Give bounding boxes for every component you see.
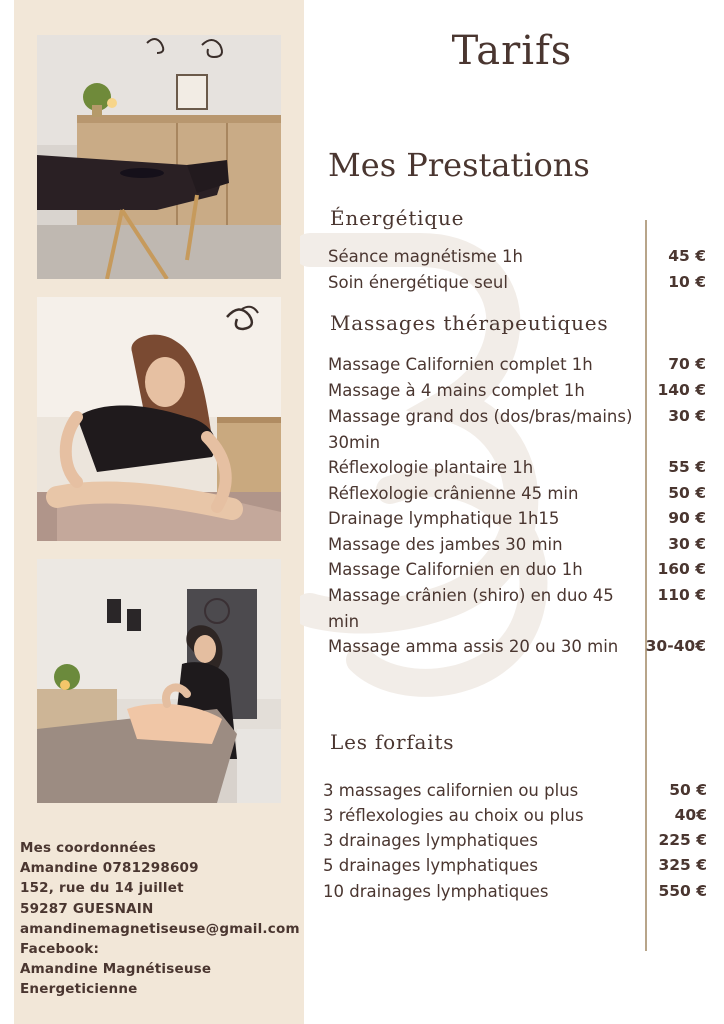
photo-leg-massage — [37, 297, 281, 541]
price: 110 € — [657, 586, 706, 604]
list-item: Soin énergétique seul 10 € — [328, 270, 706, 296]
contact-city: 59287 GUESNAIN — [20, 900, 154, 917]
price: 140 € — [657, 381, 706, 399]
contact-street: 152, rue du 14 juillet — [20, 880, 184, 897]
contact-block — [20, 838, 310, 1000]
contact-facebook-name-2[interactable]: Energeticienne — [20, 981, 138, 998]
contact-name-phone: Amandine 0781298609 — [20, 860, 199, 877]
list-item: 10 drainages lymphatiques 550 € — [323, 879, 707, 905]
photo-massage-room — [37, 35, 281, 279]
section-title: Mes Prestations — [328, 146, 590, 184]
price: 325 € — [658, 856, 707, 874]
list-item: 3 massages californien ou plus 50 € — [323, 778, 707, 804]
list-item: Massage des jambes 30 min 30 € — [328, 532, 706, 558]
list-item: Massage crânien (shiro) en duo 45 min 110 € — [328, 583, 706, 635]
category-title-forfaits: Les forfaits — [330, 730, 455, 754]
contact-facebook-name[interactable]: Amandine Magnétiseuse — [20, 961, 212, 978]
page-title: Tarifs — [451, 28, 573, 74]
list-item: Séance magnétisme 1h 45 € — [328, 244, 706, 270]
price: 225 € — [658, 831, 707, 849]
price: 30-40€ — [645, 637, 706, 655]
category-title-massages: Massages thérapeutiques — [330, 311, 609, 335]
list-item: 3 réflexologies au choix ou plus 40€ — [323, 803, 707, 829]
price: 90 € — [668, 509, 706, 527]
price: 50 € — [668, 484, 706, 502]
list-item: Drainage lymphatique 1h15 90 € — [328, 506, 706, 532]
list-item: Massage Californien complet 1h 70 € — [328, 352, 706, 378]
list-item: Massage amma assis 20 ou 30 min 30-40€ — [328, 634, 706, 660]
photo-back-massage — [37, 559, 281, 803]
price: 40€ — [674, 806, 707, 824]
list-item: 5 drainages lymphatiques 325 € — [323, 853, 707, 879]
contact-email[interactable]: amandinemagnetiseuse@gmail.com — [20, 920, 300, 937]
list-item: Massage Californien en duo 1h 160 € — [328, 557, 706, 583]
list-item: Réflexologie plantaire 1h 55 € — [328, 455, 706, 481]
list-item: 3 drainages lymphatiques 225 € — [323, 828, 707, 854]
price: 55 € — [668, 458, 706, 476]
price: 160 € — [657, 560, 706, 578]
price: 50 € — [669, 781, 707, 799]
list-item: Réflexologie crânienne 45 min 50 € — [328, 481, 706, 507]
list-item: Massage grand dos (dos/bras/mains) 30min 30 € — [328, 404, 706, 456]
price: 10 € — [668, 273, 706, 291]
price: 30 € — [668, 407, 706, 425]
contact-facebook-label: Facebook: — [20, 941, 100, 958]
contact-heading: Mes coordonnées — [20, 840, 157, 856]
category-title-energetique: Énergétique — [330, 206, 465, 230]
price: 30 € — [668, 535, 706, 553]
price: 550 € — [658, 882, 707, 900]
price: 45 € — [668, 247, 706, 265]
list-item: Massage à 4 mains complet 1h 140 € — [328, 378, 706, 404]
price: 70 € — [668, 355, 706, 373]
